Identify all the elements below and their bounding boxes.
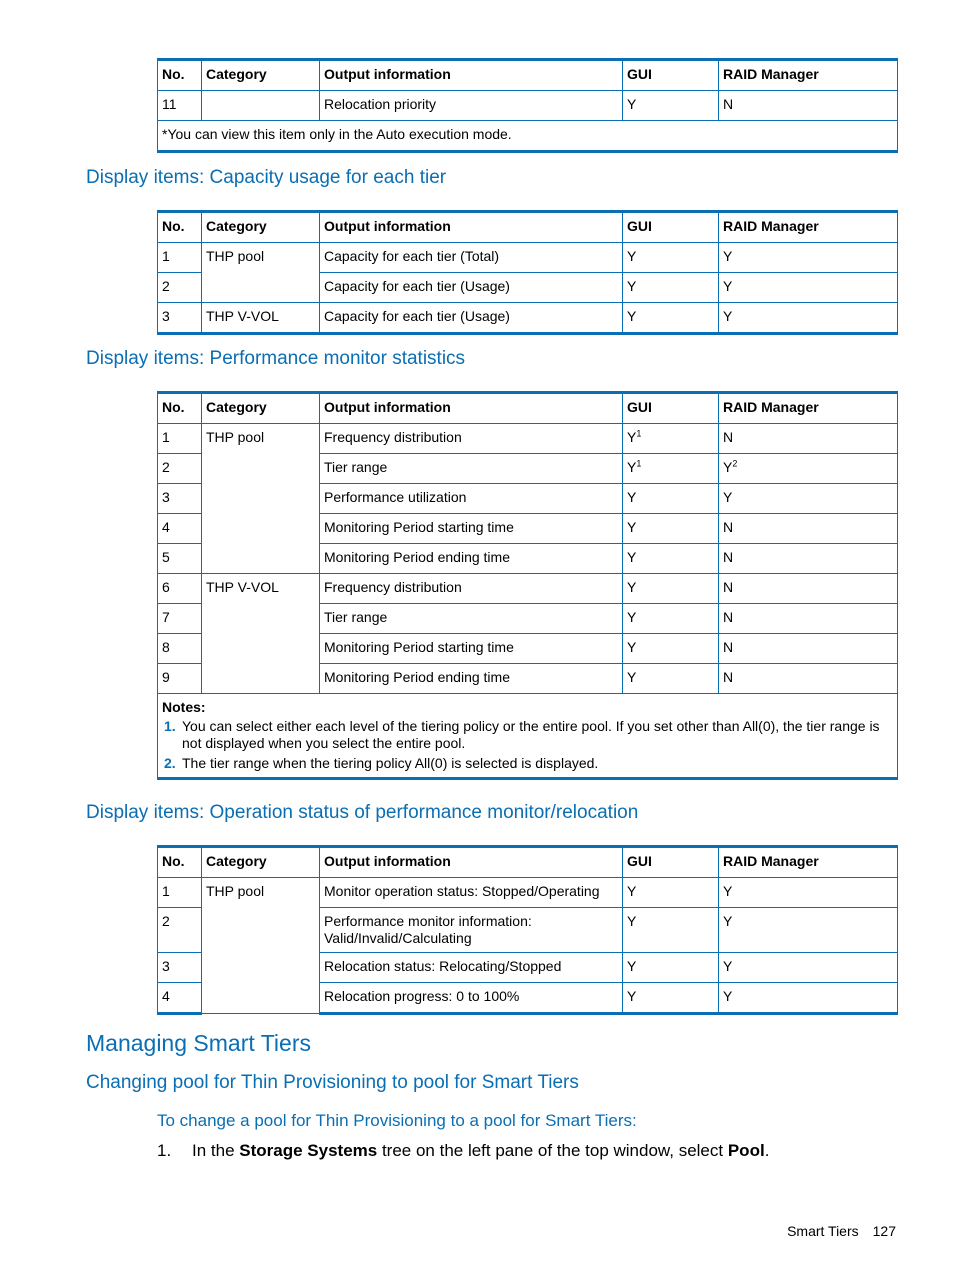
cell-no: 7	[158, 604, 202, 634]
col-header-gui: GUI	[623, 60, 719, 91]
cell-output: Relocation progress: 0 to 100%	[320, 983, 623, 1014]
table-row	[158, 574, 898, 604]
col-header-gui: GUI	[623, 847, 719, 878]
cell-output: Relocation status: Relocating/Stopped	[320, 953, 623, 983]
cell-no: 11	[158, 91, 202, 121]
page-footer	[787, 1223, 896, 1239]
cell-raid: N	[719, 634, 898, 664]
table-row	[158, 243, 898, 273]
operation-status-table	[157, 845, 898, 1015]
cell-raid: Y	[719, 908, 898, 953]
cell-gui: Y	[623, 273, 719, 303]
cell-raid: N	[719, 514, 898, 544]
cell-gui: Y	[623, 604, 719, 634]
cell-output: Monitoring Period starting time	[320, 514, 623, 544]
cell-no: 4	[158, 514, 202, 544]
cell-output: Performance utilization	[320, 484, 623, 514]
cell-output: Capacity for each tier (Usage)	[320, 303, 623, 334]
cell-gui	[623, 424, 719, 454]
cell-category: THP pool	[202, 243, 320, 303]
cell-no: 1	[158, 424, 202, 454]
note-item	[162, 755, 893, 772]
col-header-category: Category	[202, 847, 320, 878]
table-row	[158, 91, 898, 121]
procedure-title: To change a pool for Thin Provisioning to a pool for Smart Tiers:	[157, 1111, 637, 1130]
section-heading-capacity: Display items: Capacity usage for each tier	[86, 167, 447, 188]
note-number: 1.	[164, 718, 176, 734]
col-header-category: Category	[202, 393, 320, 424]
col-header-raid: RAID Manager	[719, 60, 898, 91]
col-header-no: No.	[158, 212, 202, 243]
notes-list	[162, 718, 893, 772]
cell-category: THP pool	[202, 424, 320, 574]
cell-output: Relocation priority	[320, 91, 623, 121]
col-header-gui: GUI	[623, 393, 719, 424]
cell-gui: Y	[623, 983, 719, 1014]
relocation-table	[157, 58, 898, 153]
cell-output: Capacity for each tier (Usage)	[320, 273, 623, 303]
cell-no: 8	[158, 634, 202, 664]
step-bold-storage-systems: Storage Systems	[239, 1141, 378, 1160]
cell-gui	[623, 454, 719, 484]
cell-gui: Y	[623, 243, 719, 273]
cell-output: Monitoring Period ending time	[320, 664, 623, 694]
cell-output: Tier range	[320, 604, 623, 634]
col-header-output: Output information	[320, 847, 623, 878]
cell-raid: Y	[719, 953, 898, 983]
note-text: The tier range when the tiering policy All(0) is selected is displayed.	[182, 755, 599, 771]
cell-gui: Y	[623, 953, 719, 983]
note-number: 2.	[164, 755, 176, 771]
step-text-3: .	[764, 1141, 770, 1160]
step-number: 1.	[157, 1141, 172, 1160]
cell-gui-value: Y	[627, 429, 637, 445]
cell-output: Monitoring Period starting time	[320, 634, 623, 664]
table-header-row	[158, 60, 898, 91]
capacity-table	[157, 210, 898, 335]
footer-section-title: Smart Tiers	[787, 1223, 859, 1239]
col-header-gui: GUI	[623, 212, 719, 243]
cell-raid: N	[719, 424, 898, 454]
footnote-ref: 1	[636, 428, 642, 439]
cell-no: 2	[158, 908, 202, 953]
cell-category	[202, 91, 320, 121]
cell-raid: Y	[719, 243, 898, 273]
cell-raid: Y	[719, 484, 898, 514]
col-header-output: Output information	[320, 60, 623, 91]
col-header-category: Category	[202, 60, 320, 91]
table-note-row	[158, 121, 898, 152]
col-header-no: No.	[158, 60, 202, 91]
cell-output: Frequency distribution	[320, 574, 623, 604]
step-bold-pool: Pool	[727, 1141, 765, 1160]
cell-raid: Y	[719, 273, 898, 303]
step-text-1: In the	[192, 1141, 240, 1160]
col-header-raid: RAID Manager	[719, 393, 898, 424]
note-item	[162, 718, 893, 752]
cell-no: 1	[158, 878, 202, 908]
cell-output: Monitor operation status: Stopped/Operating	[320, 878, 623, 908]
cell-no: 5	[158, 544, 202, 574]
col-header-raid: RAID Manager	[719, 847, 898, 878]
cell-output: Capacity for each tier (Total)	[320, 243, 623, 273]
cell-category: THP V-VOL	[202, 574, 320, 694]
cell-no: 1	[158, 243, 202, 273]
note-text: You can select either each level of the tiering policy or the entire pool. If you set other than All(0), the tier range is not displayed when you select the entire pool.	[182, 718, 880, 751]
cell-gui: Y	[623, 544, 719, 574]
cell-no: 9	[158, 664, 202, 694]
cell-raid: Y	[719, 303, 898, 334]
cell-category: THP pool	[202, 878, 320, 1014]
col-header-raid: RAID Manager	[719, 212, 898, 243]
cell-gui: Y	[623, 634, 719, 664]
main-heading: Managing Smart Tiers	[86, 1030, 311, 1056]
cell-output: Performance monitor information: Valid/Invalid/Calculating	[320, 908, 623, 953]
cell-gui: Y	[623, 664, 719, 694]
cell-raid: N	[719, 544, 898, 574]
cell-raid: N	[719, 91, 898, 121]
cell-category: THP V-VOL	[202, 303, 320, 334]
cell-no: 3	[158, 484, 202, 514]
col-header-no: No.	[158, 393, 202, 424]
col-header-output: Output information	[320, 393, 623, 424]
table-row	[158, 424, 898, 454]
notes-heading: Notes:	[162, 699, 206, 715]
col-header-category: Category	[202, 212, 320, 243]
table-header-row	[158, 212, 898, 243]
cell-gui: Y	[623, 514, 719, 544]
cell-no: 4	[158, 983, 202, 1014]
cell-gui: Y	[623, 484, 719, 514]
cell-raid: N	[719, 574, 898, 604]
cell-output: Monitoring Period ending time	[320, 544, 623, 574]
table-header-row	[158, 847, 898, 878]
cell-no: 3	[158, 303, 202, 334]
footnote-ref: 2	[732, 458, 738, 469]
page-number: 127	[872, 1223, 896, 1239]
cell-raid: N	[719, 664, 898, 694]
table-row	[158, 303, 898, 334]
col-header-output: Output information	[320, 212, 623, 243]
table-notes	[158, 694, 898, 779]
cell-gui: Y	[623, 91, 719, 121]
cell-raid	[719, 454, 898, 484]
performance-table	[157, 391, 898, 780]
step-item	[157, 1141, 769, 1161]
cell-gui: Y	[623, 574, 719, 604]
cell-gui: Y	[623, 303, 719, 334]
cell-no: 2	[158, 273, 202, 303]
table-row	[158, 878, 898, 908]
table-header-row	[158, 393, 898, 424]
cell-output: Frequency distribution	[320, 424, 623, 454]
cell-raid: N	[719, 604, 898, 634]
cell-no: 3	[158, 953, 202, 983]
cell-no: 6	[158, 574, 202, 604]
table-note: *You can view this item only in the Auto execution mode.	[158, 121, 898, 152]
col-header-no: No.	[158, 847, 202, 878]
cell-raid-value: Y	[723, 459, 733, 475]
cell-raid: Y	[719, 878, 898, 908]
cell-gui: Y	[623, 878, 719, 908]
cell-gui-value: Y	[627, 459, 637, 475]
step-text-2: tree on the left pane of the top window, select	[377, 1141, 728, 1160]
cell-output: Tier range	[320, 454, 623, 484]
cell-raid: Y	[719, 983, 898, 1014]
section-heading-operation-status: Display items: Operation status of performance monitor/relocation	[86, 802, 639, 823]
table-notes-row	[158, 694, 898, 779]
sub-heading: Changing pool for Thin Provisioning to pool for Smart Tiers	[86, 1072, 579, 1093]
footnote-ref: 1	[636, 458, 642, 469]
cell-no: 2	[158, 454, 202, 484]
section-heading-performance: Display items: Performance monitor statistics	[86, 348, 466, 369]
cell-gui: Y	[623, 908, 719, 953]
